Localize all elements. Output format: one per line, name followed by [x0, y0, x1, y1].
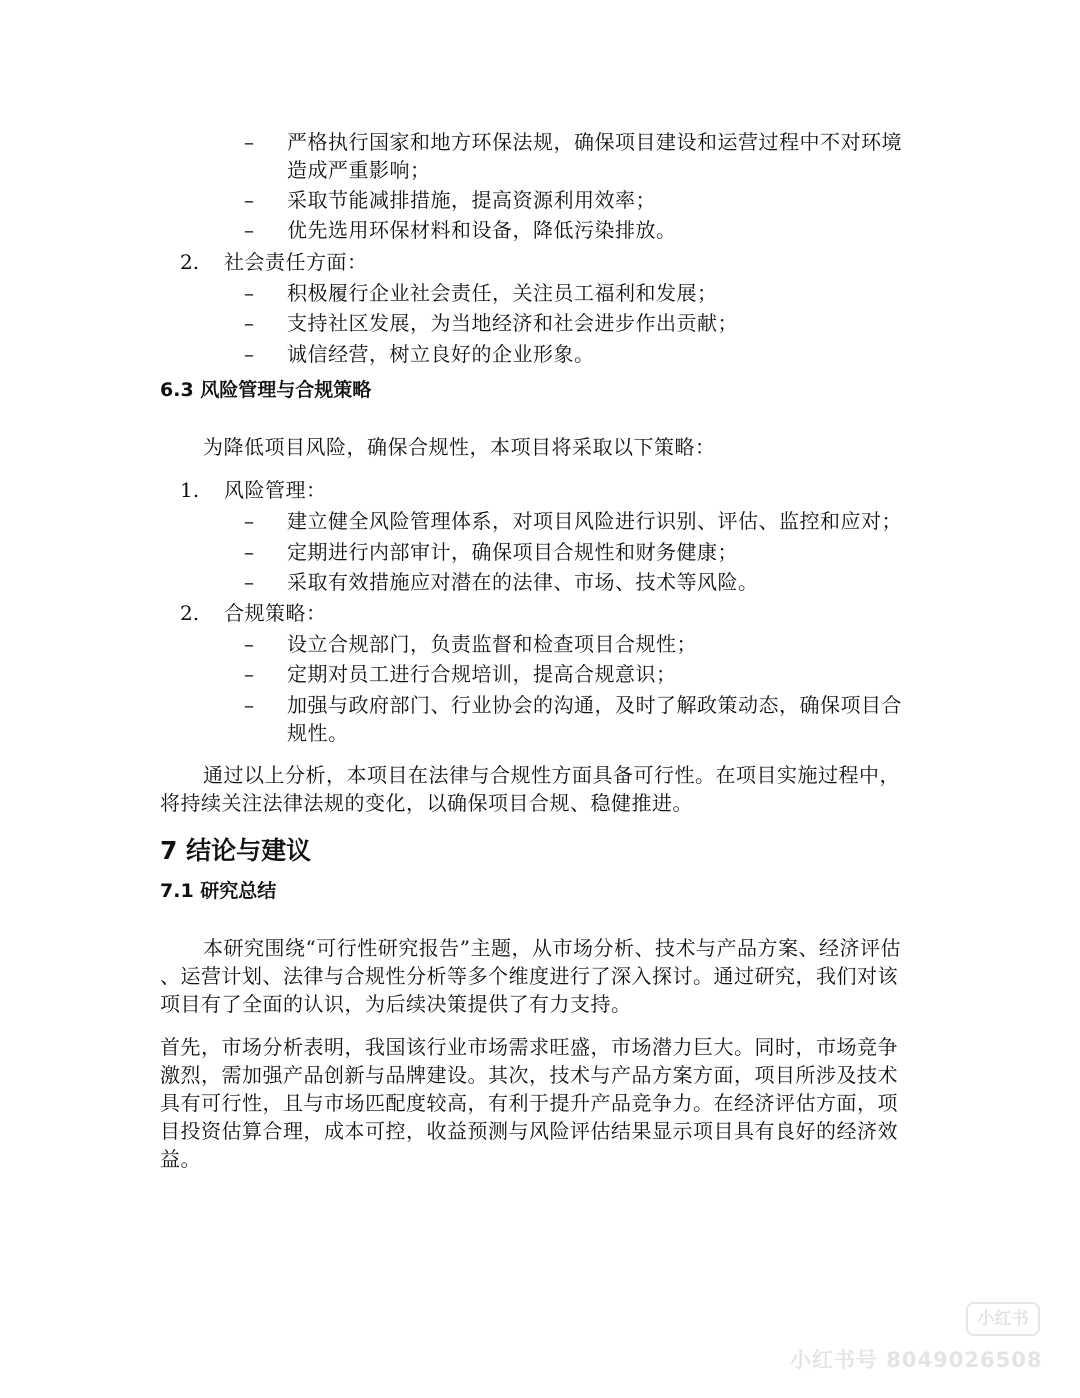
compliance-item-3-line-1: 加强与政府部门、行业协会的沟通，及时了解政策动态，确保项目合	[287, 693, 902, 717]
risk-item-1: 建立健全风险管理体系，对项目风险进行识别、评估、监控和应对；	[287, 509, 902, 533]
summary-para-2-line-3: 具有可行性，且与市场匹配度较高，有利于提升产品竞争力。在经济评估方面，项	[160, 1091, 898, 1115]
env-item-1-line-2: 造成严重影响；	[287, 158, 431, 182]
risk-item-2: 定期进行内部审计，确保项目合规性和财务健康；	[287, 540, 738, 564]
watermark-id-text: 小红书号 8049026508	[790, 1348, 1043, 1372]
list-dash: –	[244, 281, 254, 305]
section-heading-7-1: 7.1 研究总结	[160, 880, 277, 902]
summary-para-2-line-5: 益。	[160, 1147, 201, 1171]
watermark-logo: 小红书	[966, 1302, 1040, 1336]
list-dash: –	[244, 570, 254, 594]
list-dash: –	[244, 342, 254, 366]
list-dash: –	[244, 188, 254, 212]
env-item-3: 优先选用环保材料和设备，降低污染排放。	[287, 218, 677, 242]
social-item-3: 诚信经营，树立良好的企业形象。	[287, 342, 595, 366]
chapter-heading-7: 7 结论与建议	[160, 836, 312, 865]
summary-para-2-line-2: 激烈，需加强产品创新与品牌建设。其次，技术与产品方案方面，项目所涉及技术	[160, 1063, 898, 1087]
social-item-2: 支持社区发展，为当地经济和社会进步作出贡献；	[287, 311, 738, 335]
summary-para-1-line-2: 、运营计划、法律与合规性分析等多个维度进行了深入探讨。通过研究，我们对该	[160, 964, 898, 988]
risk-item-3: 采取有效措施应对潜在的法律、市场、技术等风险。	[287, 570, 759, 594]
compliance-conclusion-line-1: 通过以上分析，本项目在法律与合规性方面具备可行性。在项目实施过程中，	[203, 763, 900, 787]
compliance-title: 合规策略：	[224, 601, 327, 625]
summary-para-2-line-4: 目投资估算合理，成本可控，收益预测与风险评估结果显示项目具有良好的经济效	[160, 1119, 898, 1143]
list-dash: –	[244, 218, 254, 242]
list-number: 1.	[180, 478, 200, 502]
compliance-conclusion-line-2: 将持续关注法律法规的变化，以确保项目合规、稳健推进。	[160, 791, 693, 815]
compliance-item-2: 定期对员工进行合规培训，提高合规意识；	[287, 662, 677, 686]
social-title: 社会责任方面：	[224, 250, 368, 274]
risk-intro: 为降低项目风险，确保合规性，本项目将采取以下策略：	[203, 435, 716, 459]
env-item-2: 采取节能减排措施，提高资源利用效率；	[287, 188, 656, 212]
list-dash: –	[244, 509, 254, 533]
summary-para-1-line-1: 本研究围绕“可行性研究报告”主题，从市场分析、技术与产品方案、经济评估	[203, 936, 901, 960]
section-heading-6-3: 6.3 风险管理与合规策略	[160, 379, 372, 401]
list-dash: –	[244, 540, 254, 564]
compliance-item-1: 设立合规部门，负责监督和检查项目合规性；	[287, 632, 697, 656]
risk-title: 风险管理：	[224, 478, 327, 502]
list-dash: –	[244, 693, 254, 717]
list-dash: –	[244, 130, 254, 154]
compliance-item-3-line-2: 规性。	[287, 721, 349, 745]
social-item-1: 积极履行企业社会责任，关注员工福利和发展；	[287, 281, 718, 305]
list-dash: –	[244, 311, 254, 335]
summary-para-1-line-3: 项目有了全面的认识，为后续决策提供了有力支持。	[160, 992, 632, 1016]
list-dash: –	[244, 632, 254, 656]
summary-para-2-line-1: 首先，市场分析表明，我国该行业市场需求旺盛，市场潜力巨大。同时，市场竞争	[160, 1035, 898, 1059]
list-number: 2.	[180, 601, 200, 625]
list-number: 2.	[180, 250, 200, 274]
env-item-1-line-1: 严格执行国家和地方环保法规，确保项目建设和运营过程中不对环境	[287, 130, 902, 154]
list-dash: –	[244, 662, 254, 686]
